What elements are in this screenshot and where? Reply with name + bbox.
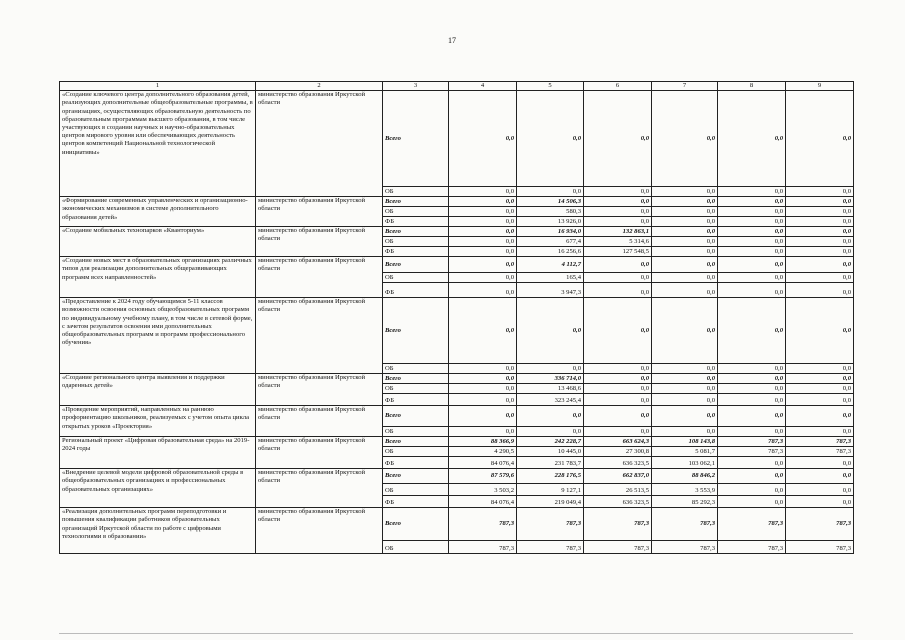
header-cell: 8 — [718, 82, 786, 91]
amount-cell: 108 143,8 — [652, 437, 718, 447]
amount-cell: 0,0 — [786, 496, 854, 508]
amount-cell: 0,0 — [584, 273, 652, 283]
amount-cell: 0,0 — [652, 374, 718, 384]
amount-cell: 0,0 — [718, 257, 786, 273]
funding-source: ФБ — [383, 394, 449, 406]
amount-cell: 0,0 — [786, 91, 854, 187]
amount-cell: 0,0 — [449, 406, 517, 427]
amount-cell: 10 445,0 — [517, 447, 584, 457]
amount-cell: 0,0 — [786, 364, 854, 374]
amount-cell: 3 947,3 — [517, 283, 584, 298]
header-cell: 4 — [449, 82, 517, 91]
amount-cell: 787,3 — [449, 508, 517, 541]
amount-cell: 4 112,7 — [517, 257, 584, 273]
amount-cell: 13 926,0 — [517, 217, 584, 227]
amount-cell: 787,3 — [786, 447, 854, 457]
event-name: «Предоставление к 2024 году обучающимся 5-11 классов возможности освоения основных общеобразовательных программ по индивидуальному учебному плану, в том числе в сетевой форме, с зачетом результатов освоения ими дополнительных общеобразовательных программ и программ профессионального обучения» — [60, 298, 256, 374]
funding-source: Всего — [383, 298, 449, 364]
funding-source: ОБ — [383, 427, 449, 437]
amount-cell: 0,0 — [449, 247, 517, 257]
amount-cell: 787,3 — [449, 541, 517, 554]
event-name: «Внедрение целевой модели цифровой образовательной среды в общеобразовательных организациях и профессиональных образовательных организациях» — [60, 469, 256, 508]
amount-cell: 0,0 — [718, 247, 786, 257]
funding-source: ФБ — [383, 217, 449, 227]
funding-source: Всего — [383, 406, 449, 427]
amount-cell: 0,0 — [786, 457, 854, 469]
amount-cell: 787,3 — [718, 447, 786, 457]
executor-name: министерство образования Иркутской области — [256, 508, 383, 554]
amount-cell: 0,0 — [584, 257, 652, 273]
amount-cell: 0,0 — [786, 384, 854, 394]
event-name: «Реализация дополнительных программ переподготовки и повышения квалификации работников образовательных организаций Иркутской области по работе с цифровыми технологиями в образовании» — [60, 508, 256, 554]
amount-cell: 85 292,3 — [652, 496, 718, 508]
amount-cell: 242 228,7 — [517, 437, 584, 447]
amount-cell: 0,0 — [584, 197, 652, 207]
amount-cell: 0,0 — [449, 91, 517, 187]
header-cell: 6 — [584, 82, 652, 91]
amount-cell: 0,0 — [584, 217, 652, 227]
amount-cell: 3 553,9 — [652, 484, 718, 496]
amount-cell: 13 468,6 — [517, 384, 584, 394]
amount-cell: 0,0 — [449, 364, 517, 374]
amount-cell: 636 323,5 — [584, 496, 652, 508]
funding-source: ОБ — [383, 541, 449, 554]
amount-cell: 0,0 — [718, 207, 786, 217]
amount-cell: 0,0 — [449, 427, 517, 437]
amount-cell: 0,0 — [718, 374, 786, 384]
amount-cell: 0,0 — [786, 207, 854, 217]
amount-cell: 16 256,6 — [517, 247, 584, 257]
amount-cell: 0,0 — [449, 374, 517, 384]
amount-cell: 0,0 — [786, 217, 854, 227]
event-name: «Создание мобильных технопарков «Кванториум» — [60, 227, 256, 257]
amount-cell: 580,3 — [517, 207, 584, 217]
executor-name: министерство образования Иркутской области — [256, 197, 383, 227]
amount-cell: 0,0 — [652, 217, 718, 227]
amount-cell: 103 062,1 — [652, 457, 718, 469]
header-cell: 5 — [517, 82, 584, 91]
amount-cell: 0,0 — [652, 298, 718, 364]
amount-cell: 0,0 — [652, 207, 718, 217]
page-edge-line — [59, 633, 853, 634]
amount-cell: 0,0 — [652, 247, 718, 257]
amount-cell: 663 624,3 — [584, 437, 652, 447]
executor-name: министерство образования Иркутской области — [256, 437, 383, 469]
header-cell: 9 — [786, 82, 854, 91]
table-row — [60, 257, 854, 273]
amount-cell: 219 049,4 — [517, 496, 584, 508]
amount-cell: 0,0 — [449, 384, 517, 394]
amount-cell: 0,0 — [718, 227, 786, 237]
funding-source: ОБ — [383, 273, 449, 283]
amount-cell: 0,0 — [449, 283, 517, 298]
funding-source: Всего — [383, 197, 449, 207]
table-row — [60, 91, 854, 187]
amount-cell: 0,0 — [718, 197, 786, 207]
funding-source: ОБ — [383, 187, 449, 197]
executor-name: министерство образования Иркутской области — [256, 298, 383, 374]
amount-cell: 787,3 — [718, 541, 786, 554]
budget-table — [59, 81, 854, 554]
amount-cell: 84 076,4 — [449, 457, 517, 469]
table-row — [60, 197, 854, 207]
amount-cell: 787,3 — [517, 541, 584, 554]
executor-name: министерство образования Иркутской области — [256, 257, 383, 298]
amount-cell: 14 506,3 — [517, 197, 584, 207]
header-cell: 7 — [652, 82, 718, 91]
amount-cell: 5 081,7 — [652, 447, 718, 457]
amount-cell: 0,0 — [584, 394, 652, 406]
amount-cell: 0,0 — [449, 207, 517, 217]
funding-source: ОБ — [383, 447, 449, 457]
table-row — [60, 298, 854, 364]
amount-cell: 0,0 — [449, 217, 517, 227]
header-cell: 3 — [383, 82, 449, 91]
amount-cell: 0,0 — [652, 257, 718, 273]
amount-cell: 88 366,9 — [449, 437, 517, 447]
amount-cell: 787,3 — [584, 541, 652, 554]
executor-name: министерство образования Иркутской области — [256, 469, 383, 508]
table-row — [60, 508, 854, 541]
amount-cell: 0,0 — [718, 457, 786, 469]
amount-cell: 88 846,2 — [652, 469, 718, 484]
amount-cell: 0,0 — [652, 273, 718, 283]
event-name: «Формирование современных управленческих и организационно-экономических механизмов в системе дополнительного образования детей» — [60, 197, 256, 227]
amount-cell: 636 323,5 — [584, 457, 652, 469]
amount-cell: 0,0 — [718, 469, 786, 484]
funding-source: ОБ — [383, 237, 449, 247]
funding-source: Всего — [383, 437, 449, 447]
amount-cell: 0,0 — [786, 484, 854, 496]
amount-cell: 26 513,5 — [584, 484, 652, 496]
amount-cell: 0,0 — [584, 283, 652, 298]
funding-source: ФБ — [383, 496, 449, 508]
amount-cell: 0,0 — [718, 484, 786, 496]
amount-cell: 0,0 — [517, 91, 584, 187]
amount-cell: 677,4 — [517, 237, 584, 247]
amount-cell: 0,0 — [786, 394, 854, 406]
amount-cell: 323 245,4 — [517, 394, 584, 406]
amount-cell: 0,0 — [584, 187, 652, 197]
amount-cell: 132 863,1 — [584, 227, 652, 237]
event-name: «Создание новых мест в образовательных организациях различных типов для реализации дополнительных общеразвивающих программ всех направленностей» — [60, 257, 256, 298]
funding-source: ОБ — [383, 207, 449, 217]
amount-cell: 0,0 — [584, 427, 652, 437]
table-row — [60, 469, 854, 484]
amount-cell: 0,0 — [786, 187, 854, 197]
amount-cell: 84 076,4 — [449, 496, 517, 508]
amount-cell: 0,0 — [584, 406, 652, 427]
header-row — [60, 82, 854, 91]
amount-cell: 0,0 — [449, 273, 517, 283]
funding-source: ФБ — [383, 247, 449, 257]
funding-source: Всего — [383, 508, 449, 541]
amount-cell: 0,0 — [786, 298, 854, 364]
amount-cell: 0,0 — [718, 91, 786, 187]
amount-cell: 0,0 — [718, 283, 786, 298]
amount-cell: 787,3 — [786, 508, 854, 541]
table-row — [60, 374, 854, 384]
amount-cell: 0,0 — [652, 227, 718, 237]
amount-cell: 787,3 — [718, 508, 786, 541]
amount-cell: 0,0 — [652, 427, 718, 437]
amount-cell: 0,0 — [584, 207, 652, 217]
amount-cell: 0,0 — [652, 406, 718, 427]
amount-cell: 0,0 — [517, 187, 584, 197]
amount-cell: 0,0 — [449, 237, 517, 247]
amount-cell: 0,0 — [584, 298, 652, 364]
amount-cell: 0,0 — [718, 187, 786, 197]
amount-cell: 127 548,5 — [584, 247, 652, 257]
amount-cell: 787,3 — [786, 437, 854, 447]
funding-source: Всего — [383, 91, 449, 187]
header-cell: 1 — [60, 82, 256, 91]
header-cell: 2 — [256, 82, 383, 91]
amount-cell: 336 714,0 — [517, 374, 584, 384]
amount-cell: 0,0 — [449, 257, 517, 273]
executor-name: министерство образования Иркутской области — [256, 227, 383, 257]
amount-cell: 787,3 — [718, 437, 786, 447]
amount-cell: 0,0 — [652, 237, 718, 247]
amount-cell: 0,0 — [449, 187, 517, 197]
amount-cell: 0,0 — [517, 406, 584, 427]
amount-cell: 0,0 — [718, 217, 786, 227]
amount-cell: 0,0 — [718, 394, 786, 406]
table-body — [60, 91, 854, 554]
amount-cell: 787,3 — [584, 508, 652, 541]
amount-cell: 231 783,7 — [517, 457, 584, 469]
amount-cell: 787,3 — [786, 541, 854, 554]
amount-cell: 3 503,2 — [449, 484, 517, 496]
amount-cell: 0,0 — [584, 91, 652, 187]
amount-cell: 0,0 — [718, 273, 786, 283]
executor-name: министерство образования Иркутской области — [256, 91, 383, 197]
amount-cell: 662 837,0 — [584, 469, 652, 484]
funding-source: ФБ — [383, 457, 449, 469]
amount-cell: 0,0 — [786, 257, 854, 273]
amount-cell: 0,0 — [449, 298, 517, 364]
amount-cell: 228 176,5 — [517, 469, 584, 484]
amount-cell: 0,0 — [786, 283, 854, 298]
amount-cell: 0,0 — [718, 496, 786, 508]
amount-cell: 0,0 — [449, 394, 517, 406]
funding-source: Всего — [383, 374, 449, 384]
amount-cell: 787,3 — [517, 508, 584, 541]
amount-cell: 0,0 — [718, 237, 786, 247]
funding-source: ФБ — [383, 283, 449, 298]
amount-cell: 165,4 — [517, 273, 584, 283]
amount-cell: 0,0 — [786, 237, 854, 247]
amount-cell: 4 290,5 — [449, 447, 517, 457]
amount-cell: 87 579,6 — [449, 469, 517, 484]
funding-source: ОБ — [383, 364, 449, 374]
event-name: «Создание ключевого центра дополнительного образования детей, реализующих дополнительные общеобразовательные программы, в организациях, осуществляющих образовательную деятельность по образовательным программам высшего образования, в том числе участвующих в создании научных и научно-образовательных центров мирового уровня или обеспечивающих деятельность центров компетенций Национальной технологической инициативы» — [60, 91, 256, 197]
amount-cell: 9 127,1 — [517, 484, 584, 496]
amount-cell: 787,3 — [652, 508, 718, 541]
amount-cell: 0,0 — [786, 197, 854, 207]
amount-cell: 0,0 — [652, 283, 718, 298]
amount-cell: 0,0 — [517, 427, 584, 437]
amount-cell: 0,0 — [786, 406, 854, 427]
amount-cell: 0,0 — [584, 384, 652, 394]
amount-cell: 0,0 — [652, 384, 718, 394]
funding-source: Всего — [383, 227, 449, 237]
amount-cell: 0,0 — [786, 247, 854, 257]
amount-cell: 0,0 — [652, 197, 718, 207]
executor-name: министерство образования Иркутской области — [256, 374, 383, 406]
amount-cell: 0,0 — [786, 374, 854, 384]
amount-cell: 27 300,8 — [584, 447, 652, 457]
table-row — [60, 227, 854, 237]
amount-cell: 0,0 — [652, 91, 718, 187]
funding-source: ОБ — [383, 484, 449, 496]
amount-cell: 0,0 — [718, 406, 786, 427]
amount-cell: 5 314,6 — [584, 237, 652, 247]
amount-cell: 0,0 — [718, 384, 786, 394]
amount-cell: 0,0 — [584, 374, 652, 384]
amount-cell: 0,0 — [786, 427, 854, 437]
executor-name: министерство образования Иркутской области — [256, 406, 383, 437]
amount-cell: 0,0 — [718, 298, 786, 364]
amount-cell: 0,0 — [517, 298, 584, 364]
amount-cell: 0,0 — [652, 394, 718, 406]
amount-cell: 0,0 — [718, 364, 786, 374]
funding-source: ОБ — [383, 384, 449, 394]
page-number: 17 — [448, 36, 456, 45]
amount-cell: 0,0 — [449, 227, 517, 237]
funding-source: Всего — [383, 469, 449, 484]
amount-cell: 0,0 — [584, 364, 652, 374]
table-row — [60, 406, 854, 427]
event-name: «Создание регионального центра выявления и поддержки одаренных детей» — [60, 374, 256, 406]
amount-cell: 0,0 — [786, 469, 854, 484]
amount-cell: 0,0 — [786, 227, 854, 237]
event-name: «Проведение мероприятий, направленных на раннюю профориентацию школьников, реализуемых с учетом опыта цикла открытых уроков «Проектория» — [60, 406, 256, 437]
amount-cell: 0,0 — [652, 187, 718, 197]
amount-cell: 0,0 — [517, 364, 584, 374]
amount-cell: 0,0 — [718, 427, 786, 437]
amount-cell: 0,0 — [652, 364, 718, 374]
funding-source: Всего — [383, 257, 449, 273]
amount-cell: 787,3 — [652, 541, 718, 554]
event-name: Региональный проект «Цифровая образовательная среда» на 2019-2024 годы — [60, 437, 256, 469]
amount-cell: 0,0 — [786, 273, 854, 283]
table-row — [60, 437, 854, 447]
amount-cell: 16 934,0 — [517, 227, 584, 237]
amount-cell: 0,0 — [449, 197, 517, 207]
